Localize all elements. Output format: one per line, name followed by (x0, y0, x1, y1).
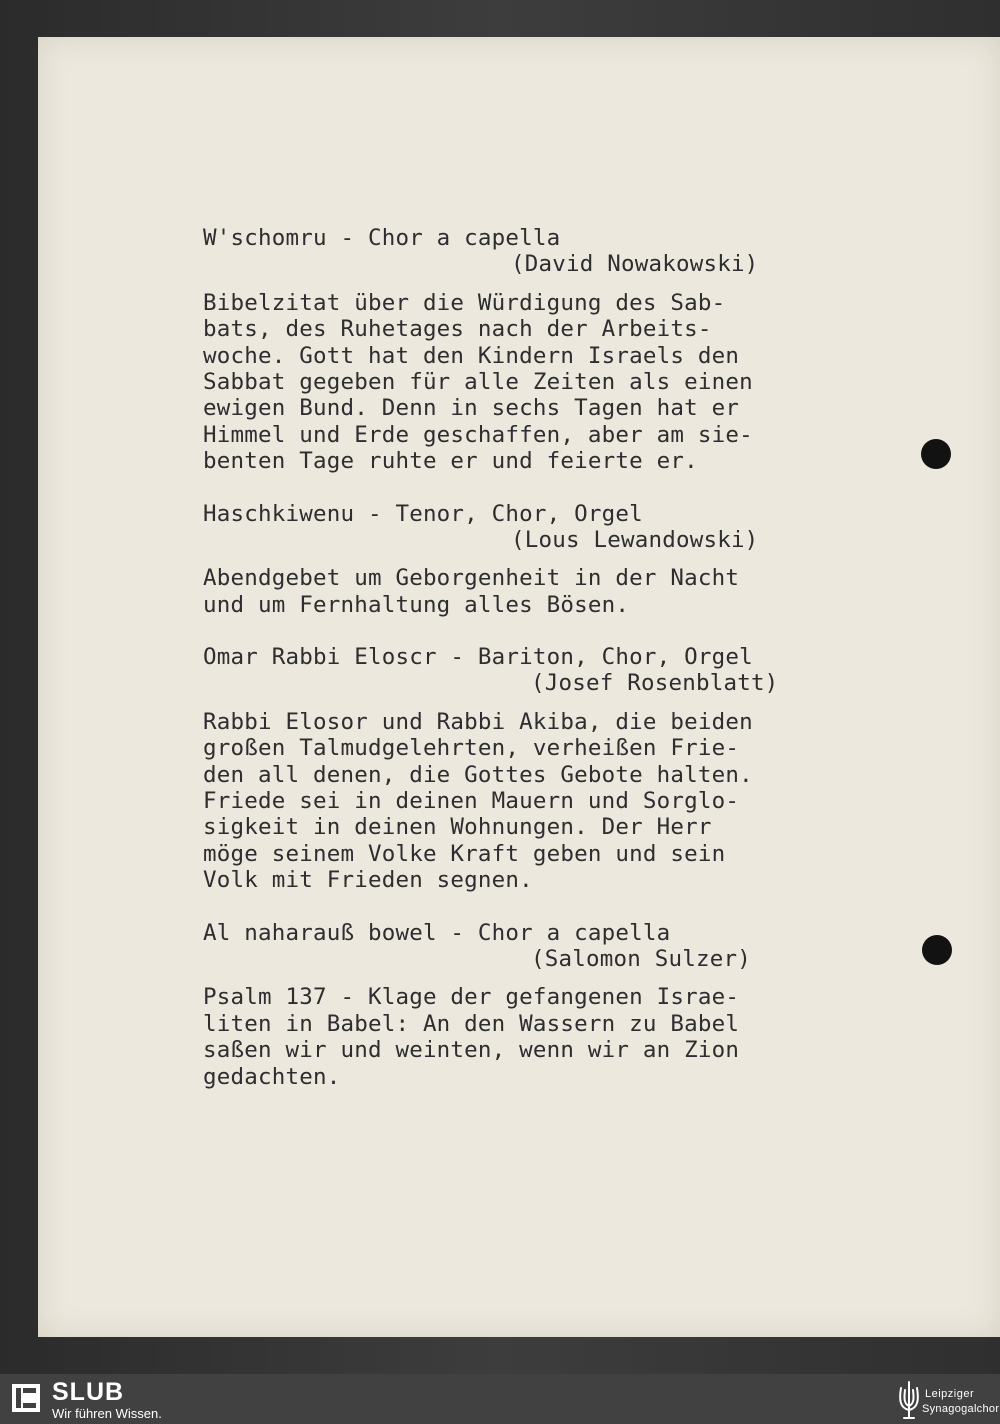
description-line: Abendgebet um Geborgenheit in der Nacht (203, 565, 740, 592)
description-line: woche. Gott hat den Kindern Israels den (203, 342, 740, 369)
description-line: bats, des Ruhetages nach der Arbeits- (203, 316, 712, 343)
description-line: möge seinem Volke Kraft geben und sein (203, 840, 726, 867)
description-line: und um Fernhaltung alles Bösen. (203, 591, 630, 618)
footer-bar (0, 1374, 1000, 1424)
entry-title: W'schomru - Chor a capella (203, 225, 561, 251)
description-line: großen Talmudgelehrten, verheißen Frie- (203, 735, 740, 762)
menorah-logo-icon (896, 1376, 922, 1422)
entry-composer: (Salomon Sulzer) (531, 945, 751, 972)
slub-logo-icon[interactable] (12, 1384, 40, 1412)
program-text (203, 225, 863, 1090)
description-line: Bibelzitat über die Würdigung des Sab- (203, 289, 726, 316)
partner-name-line2: Synagogalchor (922, 1403, 1000, 1415)
entry-title: Haschkiwenu - Tenor, Chor, Orgel (203, 500, 643, 527)
description-line: benten Tage ruhte er und feierte er. (203, 448, 698, 475)
description-line: Sabbat gegeben für alle Zeiten als einen (203, 368, 753, 395)
description-line: Psalm 137 - Klage der gefangenen Israe- (203, 984, 740, 1011)
entry-title: Omar Rabbi Eloscr - Bariton, Chor, Orgel (203, 644, 753, 671)
entry-composer: (Lous Lewandowski) (511, 526, 759, 553)
description-line: saßen wir und weinten, wenn wir an Zion (203, 1037, 740, 1064)
slub-tagline: Wir führen Wissen. (52, 1406, 162, 1421)
entry-composer: (David Nowakowski) (511, 251, 759, 278)
description-line: liten in Babel: An den Wassern zu Babel (203, 1010, 740, 1037)
description-line: ewigen Bund. Denn in sechs Tagen hat er (203, 395, 740, 422)
description-line: gedachten. (203, 1063, 341, 1090)
entry-composer: (Josef Rosenblatt) (531, 670, 779, 697)
punch-hole-lower (922, 935, 952, 965)
description-line: Himmel und Erde geschaffen, aber am sie- (203, 421, 753, 448)
description-line: Friede sei in deinen Mauern und Sorglo- (203, 788, 740, 815)
description-line: den all denen, die Gottes Gebote halten. (203, 761, 753, 788)
description-line: Volk mit Frieden segnen. (203, 867, 533, 894)
partner-name-line1: Leipziger (925, 1388, 975, 1400)
description-line: Rabbi Elosor und Rabbi Akiba, die beiden (203, 708, 753, 735)
slub-name[interactable]: SLUB (52, 1378, 125, 1406)
description-line: sigkeit in deinen Wohnungen. Der Herr (203, 814, 712, 841)
punch-hole-upper (921, 439, 951, 469)
entry-title: Al naharauß bowel - Chor a capella (203, 919, 671, 946)
